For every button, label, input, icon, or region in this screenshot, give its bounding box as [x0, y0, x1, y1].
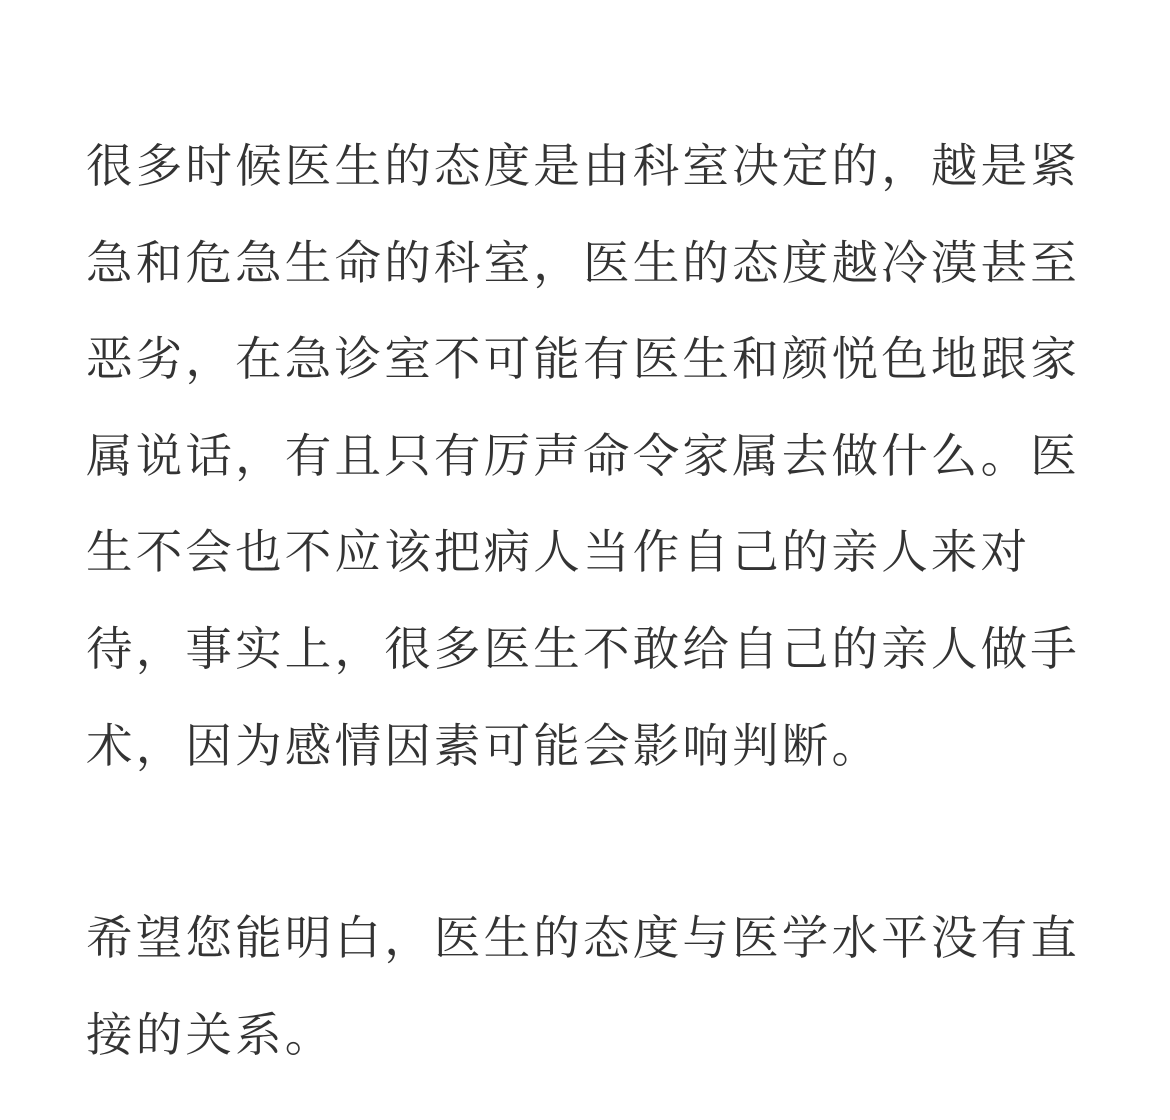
article-body [86, 118, 1086, 1083]
paragraph-doctor-attitude: 很多时候医生的态度是由科室决定的，越是紧急和危急生命的科室，医生的态度越冷漠甚至恶劣，在急诊室不可能有医生和颜悦色地跟家属说话，有且只有厉声命令家属去做什么。医生不会也不应该把病人当作自己的亲人来对待，事实上，很多医生不敢给自己的亲人做手术，因为感情因素可能会影响判断。 [86, 139, 1080, 773]
paragraph-conclusion: 希望您能明白，医生的态度与医学水平没有直接的关系。 [86, 911, 1080, 1062]
